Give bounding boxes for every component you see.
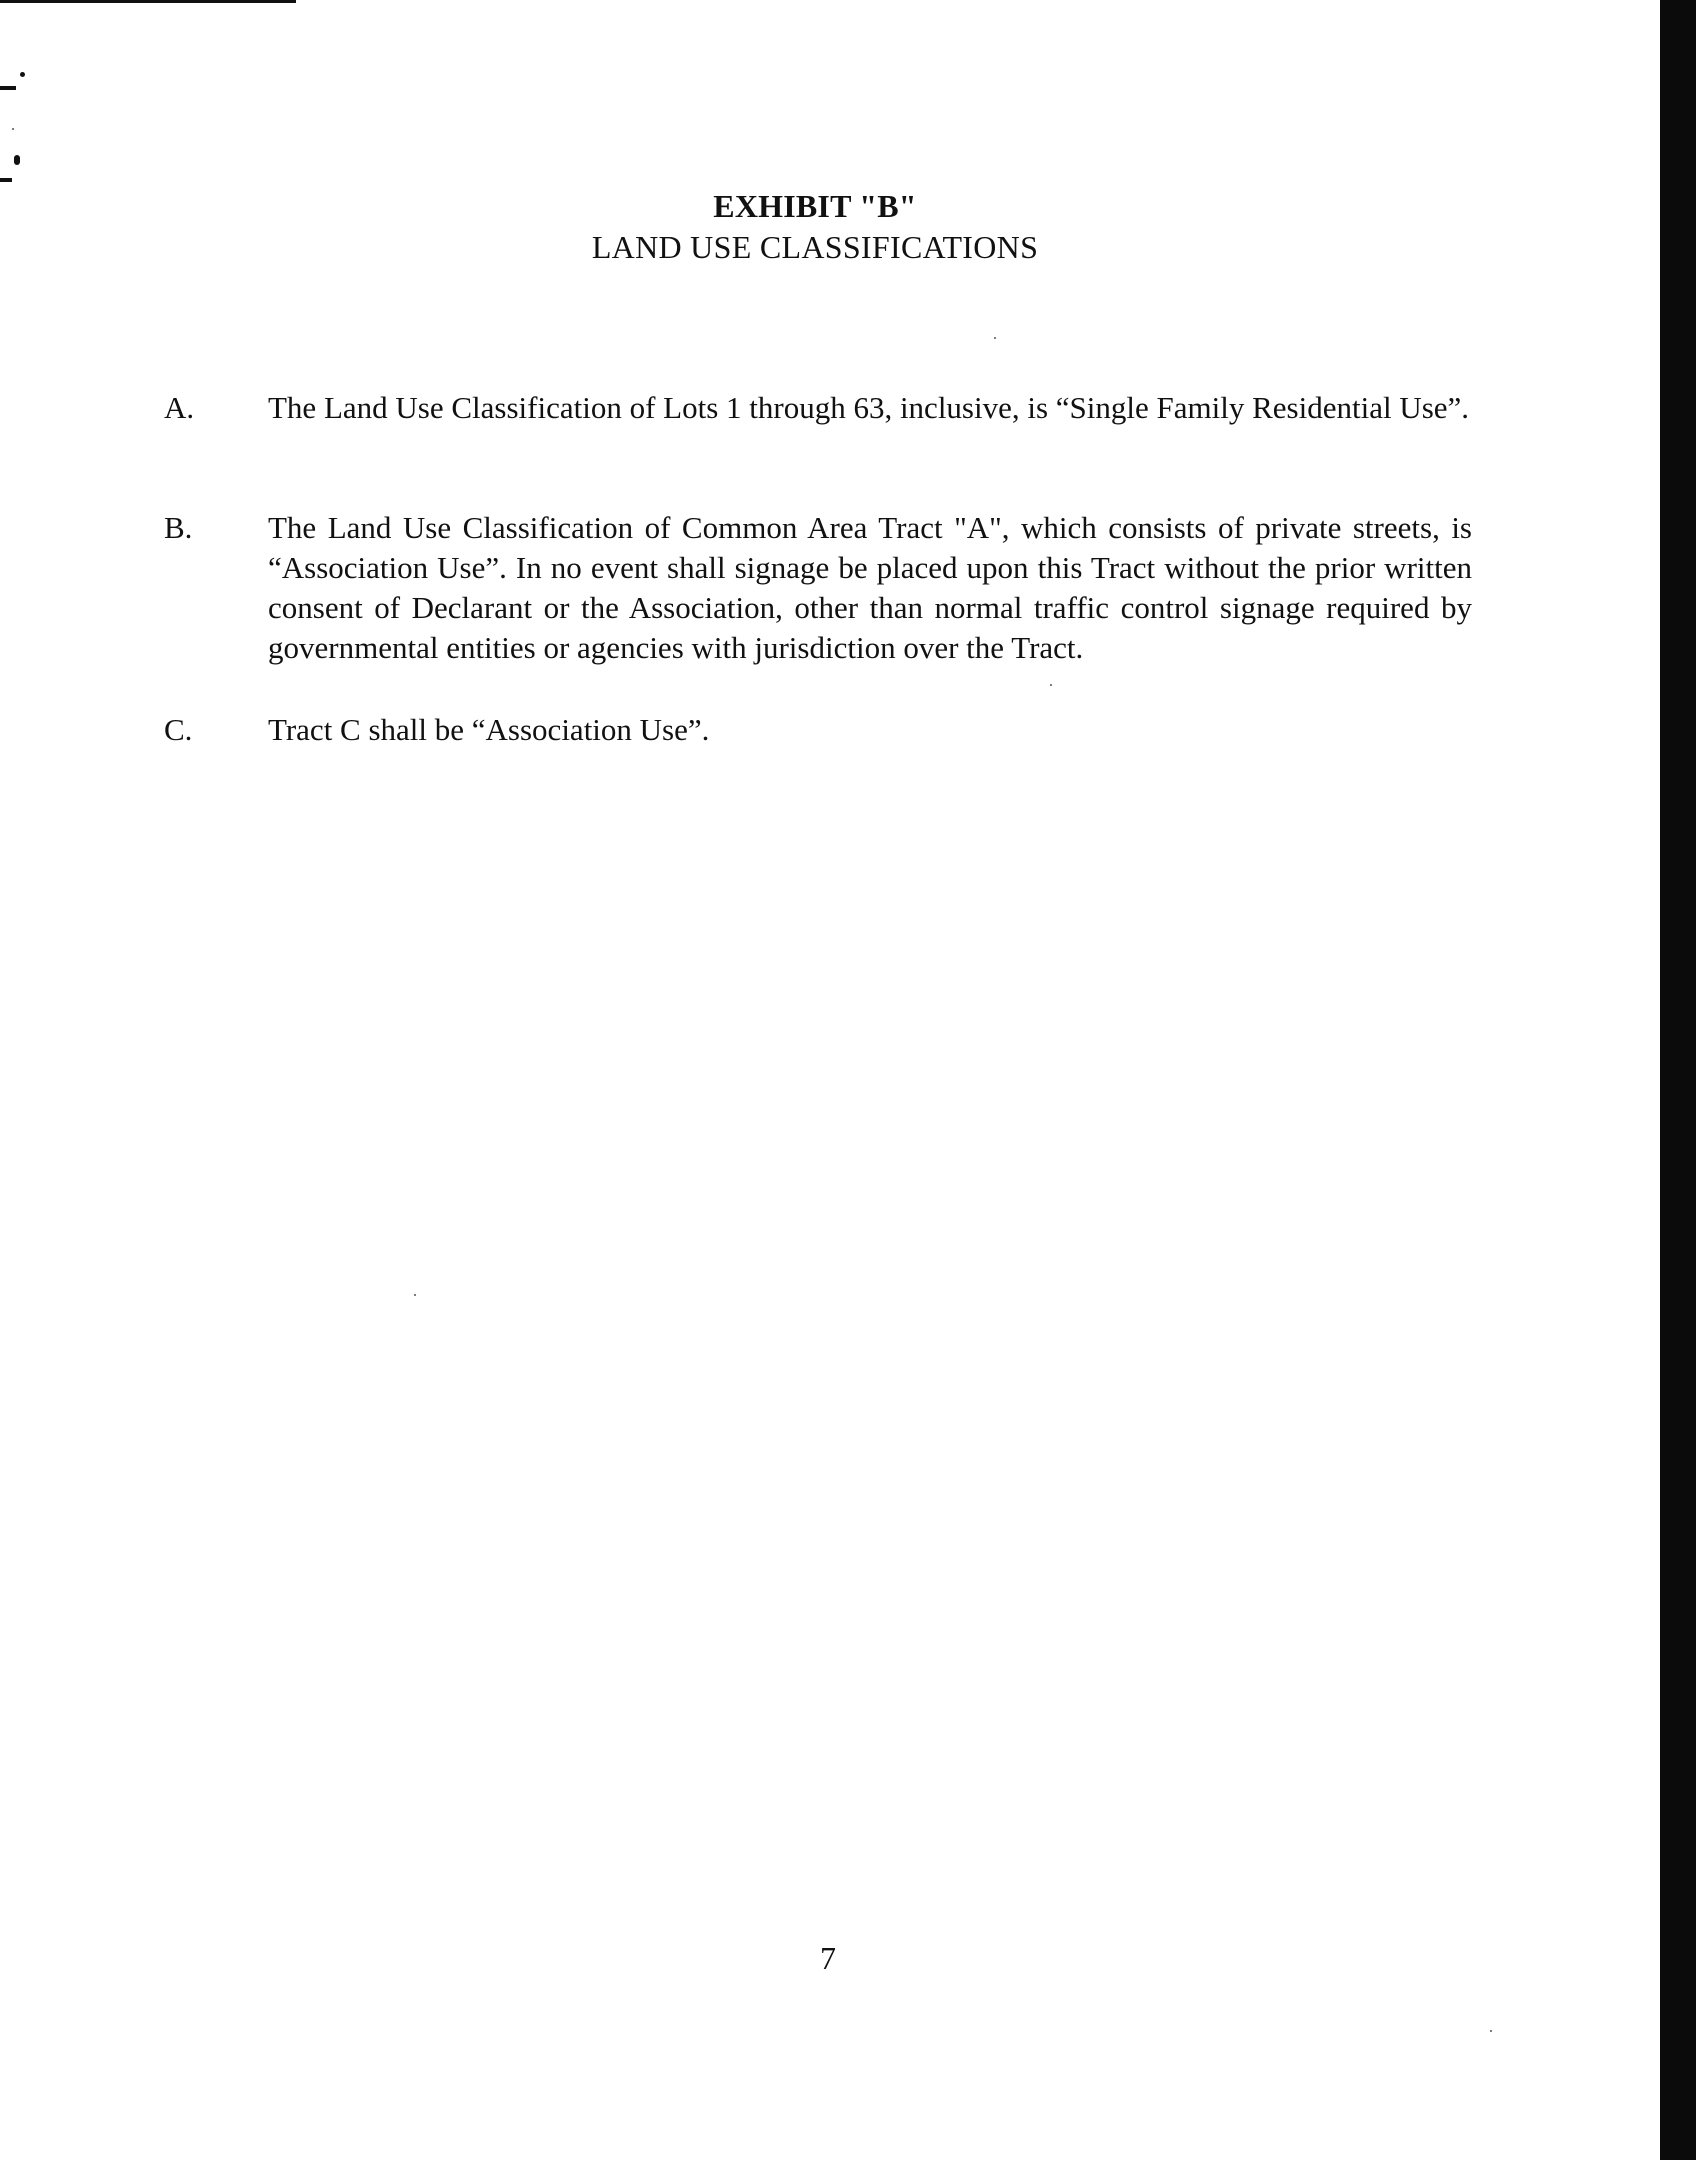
page-number: 7 xyxy=(820,1940,836,1976)
scan-artifact-speck xyxy=(1050,684,1052,686)
scan-artifact-mark xyxy=(0,178,12,182)
item-text: The Land Use Classification of Lots 1 through 63, inclusive, is “Single Family Residential Use”. xyxy=(268,390,1470,425)
item-text: The Land Use Classification of Common Area Tract "A", which consists of private streets, is “Association Use”. In no event shall signage be placed upon this Tract without the prior written consent of Declarant or the Association, other than normal traffic control signage required by governmental entities or agencies with jurisdiction over the Tract. xyxy=(268,510,1472,665)
item-letter: C. xyxy=(164,712,193,747)
scan-artifact-speck xyxy=(1490,2030,1492,2032)
scan-artifact-mark xyxy=(0,86,16,90)
scan-artifact-speck xyxy=(414,1294,416,1296)
scan-artifact-right-edge xyxy=(1660,0,1696,2160)
scan-artifact-top-rule xyxy=(0,0,296,3)
item-text: Tract C shall be “Association Use”. xyxy=(268,712,710,747)
item-letter: B. xyxy=(164,510,193,545)
scan-artifact-speck xyxy=(12,128,14,130)
item-letter: A. xyxy=(164,390,195,425)
exhibit-title: EXHIBIT "B" xyxy=(713,188,917,224)
scan-artifact-speck xyxy=(994,337,996,339)
scan-artifact-mark xyxy=(20,72,25,77)
exhibit-subtitle: LAND USE CLASSIFICATIONS xyxy=(591,229,1039,265)
scan-artifact-mark xyxy=(14,155,20,165)
